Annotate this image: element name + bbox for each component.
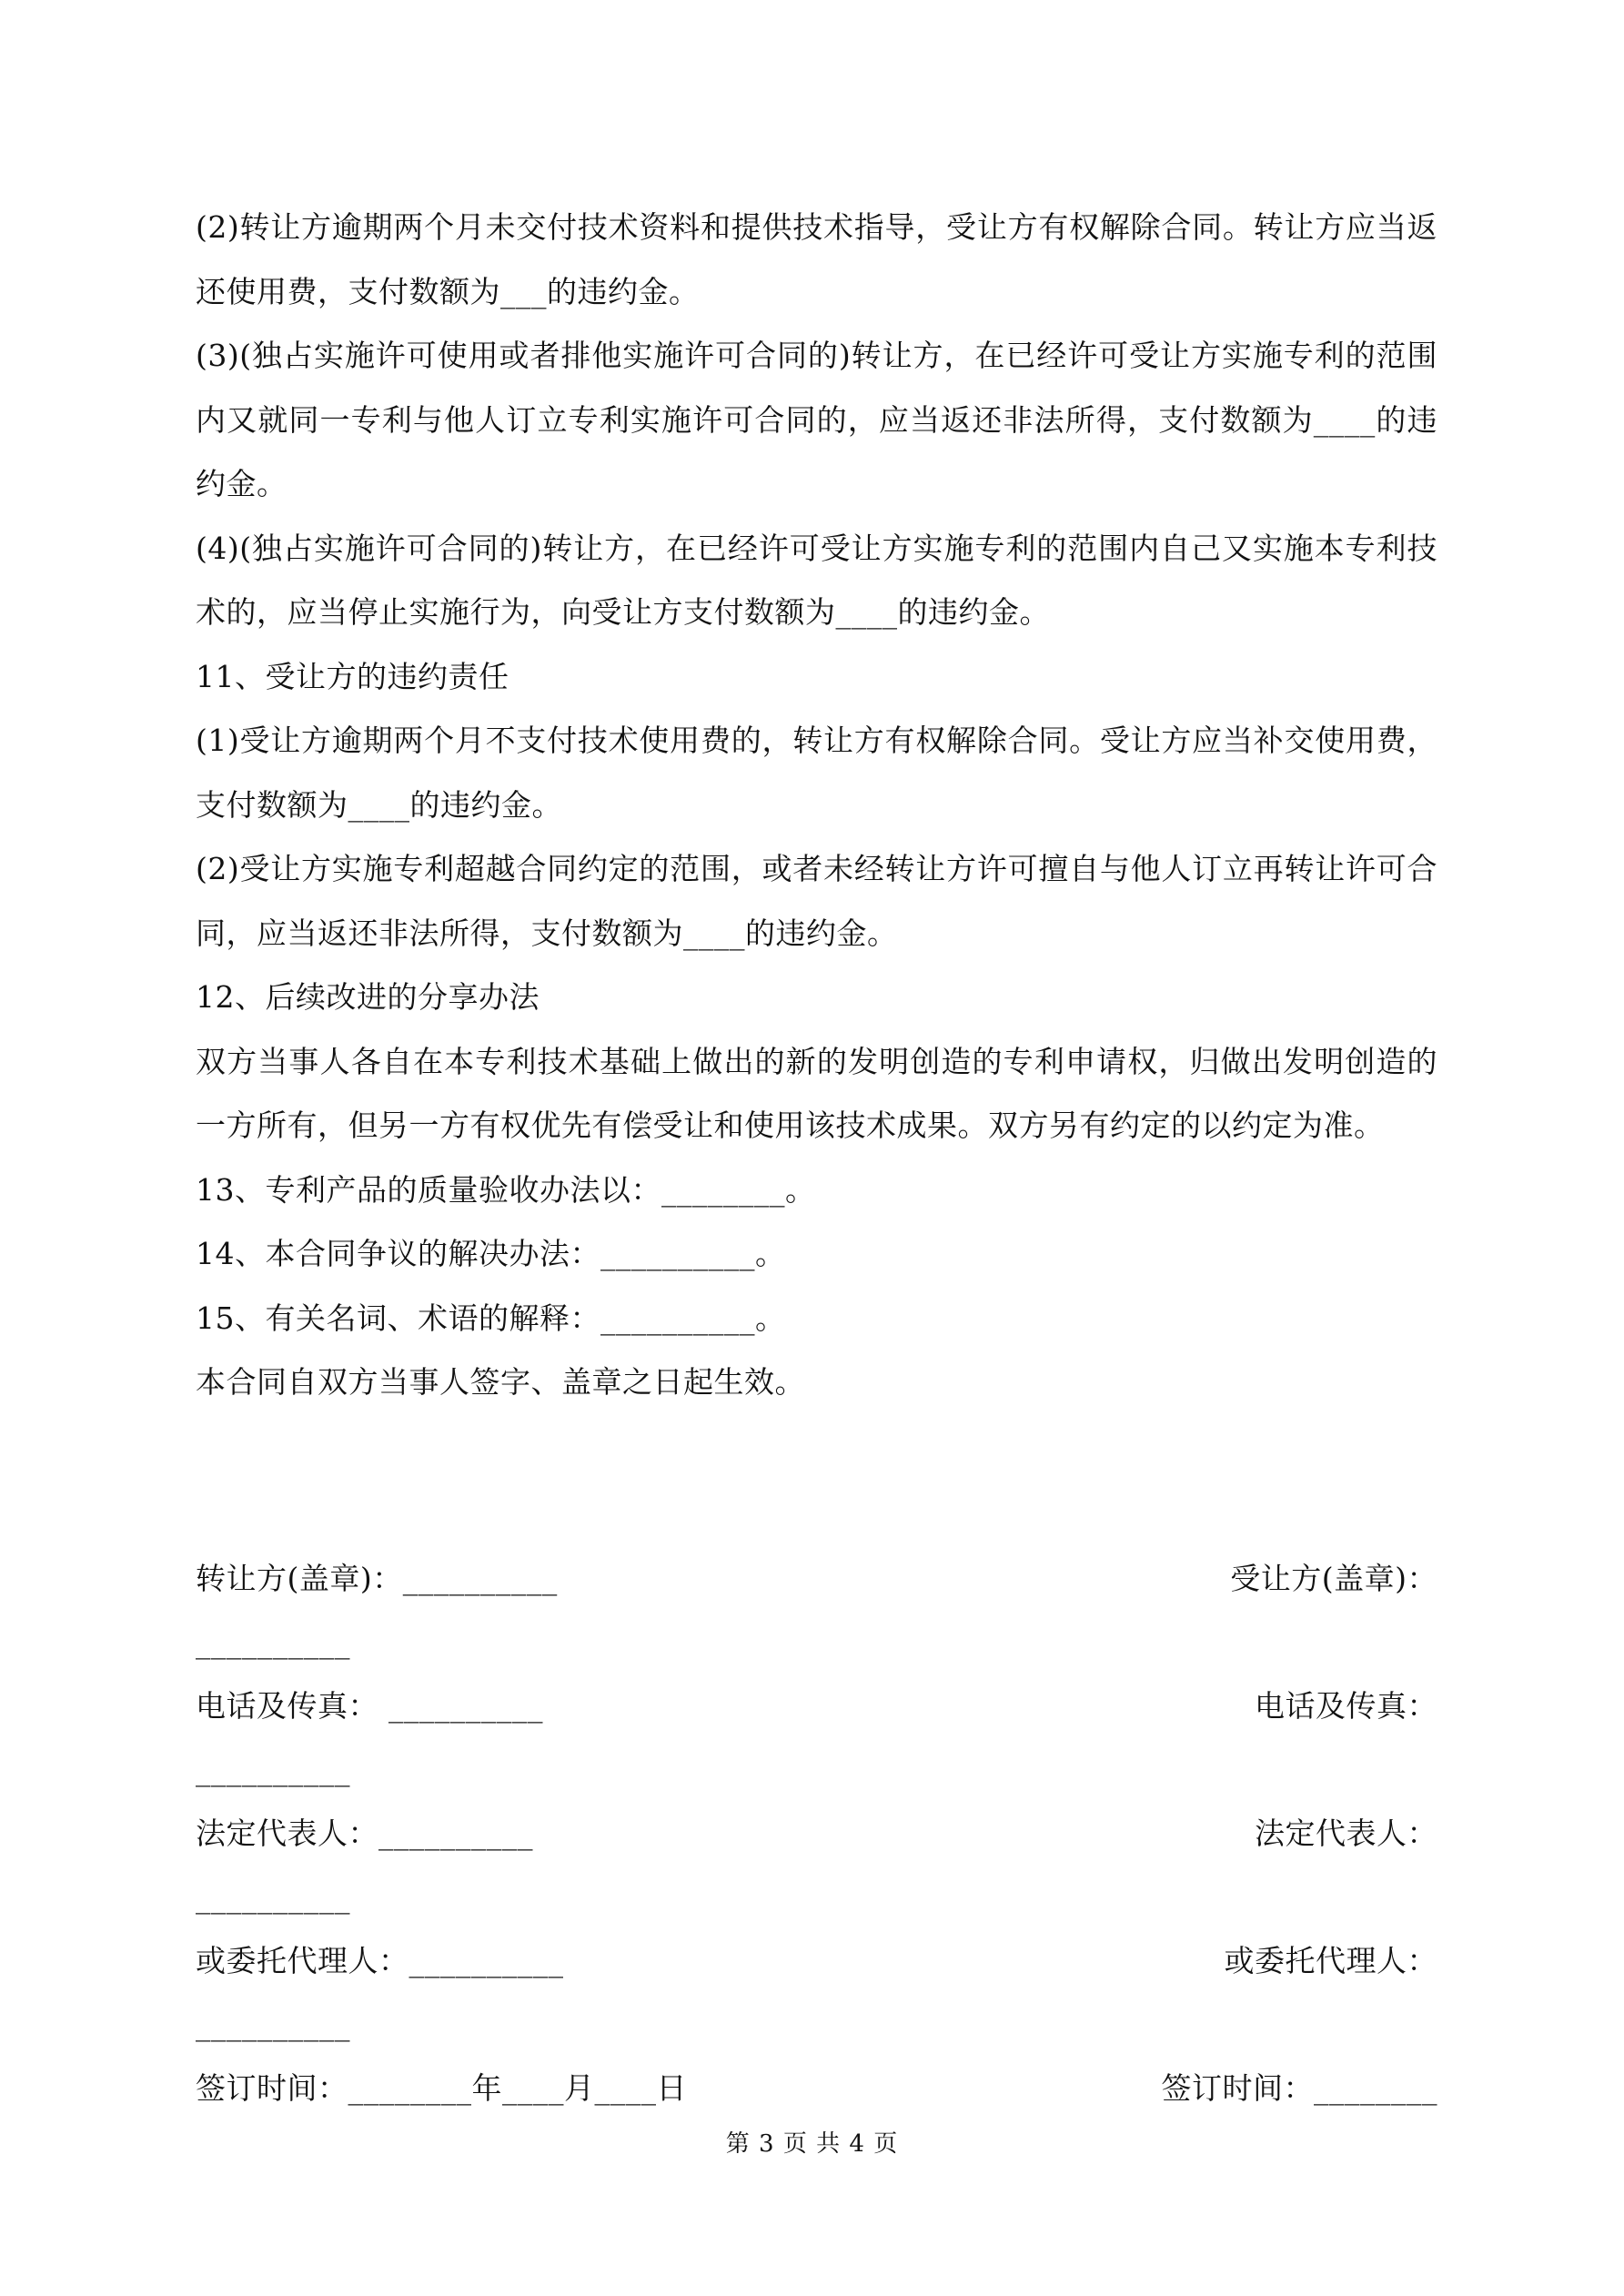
clause-10-3: (3)(独占实施许可使用或者排他实施许可合同的)转让方，在已经许可受让方实施专利的范围内又就同一专利与他人订立专利实施许可合同的，应当返还非法所得，支付数额为____的违约金。 bbox=[196, 338, 1437, 501]
transferee-phone-blank: __________ bbox=[196, 1752, 350, 1787]
signature-row-seal bbox=[196, 1547, 1437, 1674]
signature-row-phone bbox=[196, 1674, 1437, 1802]
page-number: 第 3 页 共 4 页 bbox=[725, 2130, 899, 2158]
transferor-representative-field: 法定代表人：__________ bbox=[196, 1816, 533, 1851]
clause-12-text: 双方当事人各自在本专利技术基础上做出的新的发明创造的专利申请权，归做出发明创造的一方所有，但另一方有权优先有偿受让和使用该技术成果。双方另有约定的以约定为准。 bbox=[196, 1043, 1437, 1143]
section-14: 14、本合同争议的解决办法：__________。 bbox=[196, 1236, 786, 1271]
effective-clause: 本合同自双方当事人签字、盖章之日起生效。 bbox=[196, 1364, 805, 1400]
section-13: 13、专利产品的质量验收办法以：________。 bbox=[196, 1171, 816, 1208]
clause-11-1: (1)受让方逾期两个月不支付技术使用费的，转让方有权解除合同。受让方应当补交使用费，支付数额为____的违约金。 bbox=[196, 723, 1437, 823]
transferor-agent-field: 或委托代理人：__________ bbox=[196, 1943, 564, 1978]
signature-row-representative bbox=[196, 1802, 1437, 1929]
transferee-seal-label: 受让方(盖章)： bbox=[1230, 1561, 1437, 1596]
transferee-agent-blank: __________ bbox=[196, 2007, 350, 2042]
signature-row-date bbox=[196, 2057, 1437, 2120]
section-heading-12: 12、后续改进的分享办法 bbox=[196, 979, 540, 1015]
section-15: 15、有关名词、术语的解释：__________。 bbox=[196, 1300, 786, 1336]
transferor-phone-field: 电话及传真： __________ bbox=[196, 1688, 543, 1724]
transferor-sign-date-field: 签订时间：________年____月____日 bbox=[196, 2070, 687, 2106]
signature-block bbox=[196, 1547, 1437, 2120]
clause-10-2: (2)转让方逾期两个月未交付技术资料和提供技术指导，受让方有权解除合同。转让方应当返还使用费，支付数额为___的违约金。 bbox=[196, 209, 1437, 309]
clause-11-2: (2)受让方实施专利超越合同约定的范围，或者未经转让方许可擅自与他人订立再转让许可合同，应当返还非法所得，支付数额为____的违约金。 bbox=[196, 851, 1437, 951]
transferee-phone-label: 电话及传真： bbox=[1255, 1688, 1437, 1724]
transferee-seal-blank: __________ bbox=[196, 1624, 350, 1660]
transferee-agent-label: 或委托代理人： bbox=[1224, 1943, 1437, 1978]
transferee-representative-label: 法定代表人： bbox=[1255, 1816, 1437, 1851]
transferor-seal-field: 转让方(盖章)：__________ bbox=[196, 1561, 558, 1596]
transferee-sign-date-field: 签订时间：________ bbox=[1161, 2070, 1437, 2106]
signature-row-agent bbox=[196, 1929, 1437, 2057]
transferee-representative-blank: __________ bbox=[196, 1879, 350, 1915]
clause-10-4: (4)(独占实施许可合同的)转让方，在已经许可受让方实施专利的范围内自己又实施本专利技术的，应当停止实施行为，向受让方支付数额为____的违约金。 bbox=[196, 530, 1437, 630]
contract-body bbox=[196, 196, 1437, 1415]
section-heading-11: 11、受让方的违约责任 bbox=[196, 658, 509, 694]
